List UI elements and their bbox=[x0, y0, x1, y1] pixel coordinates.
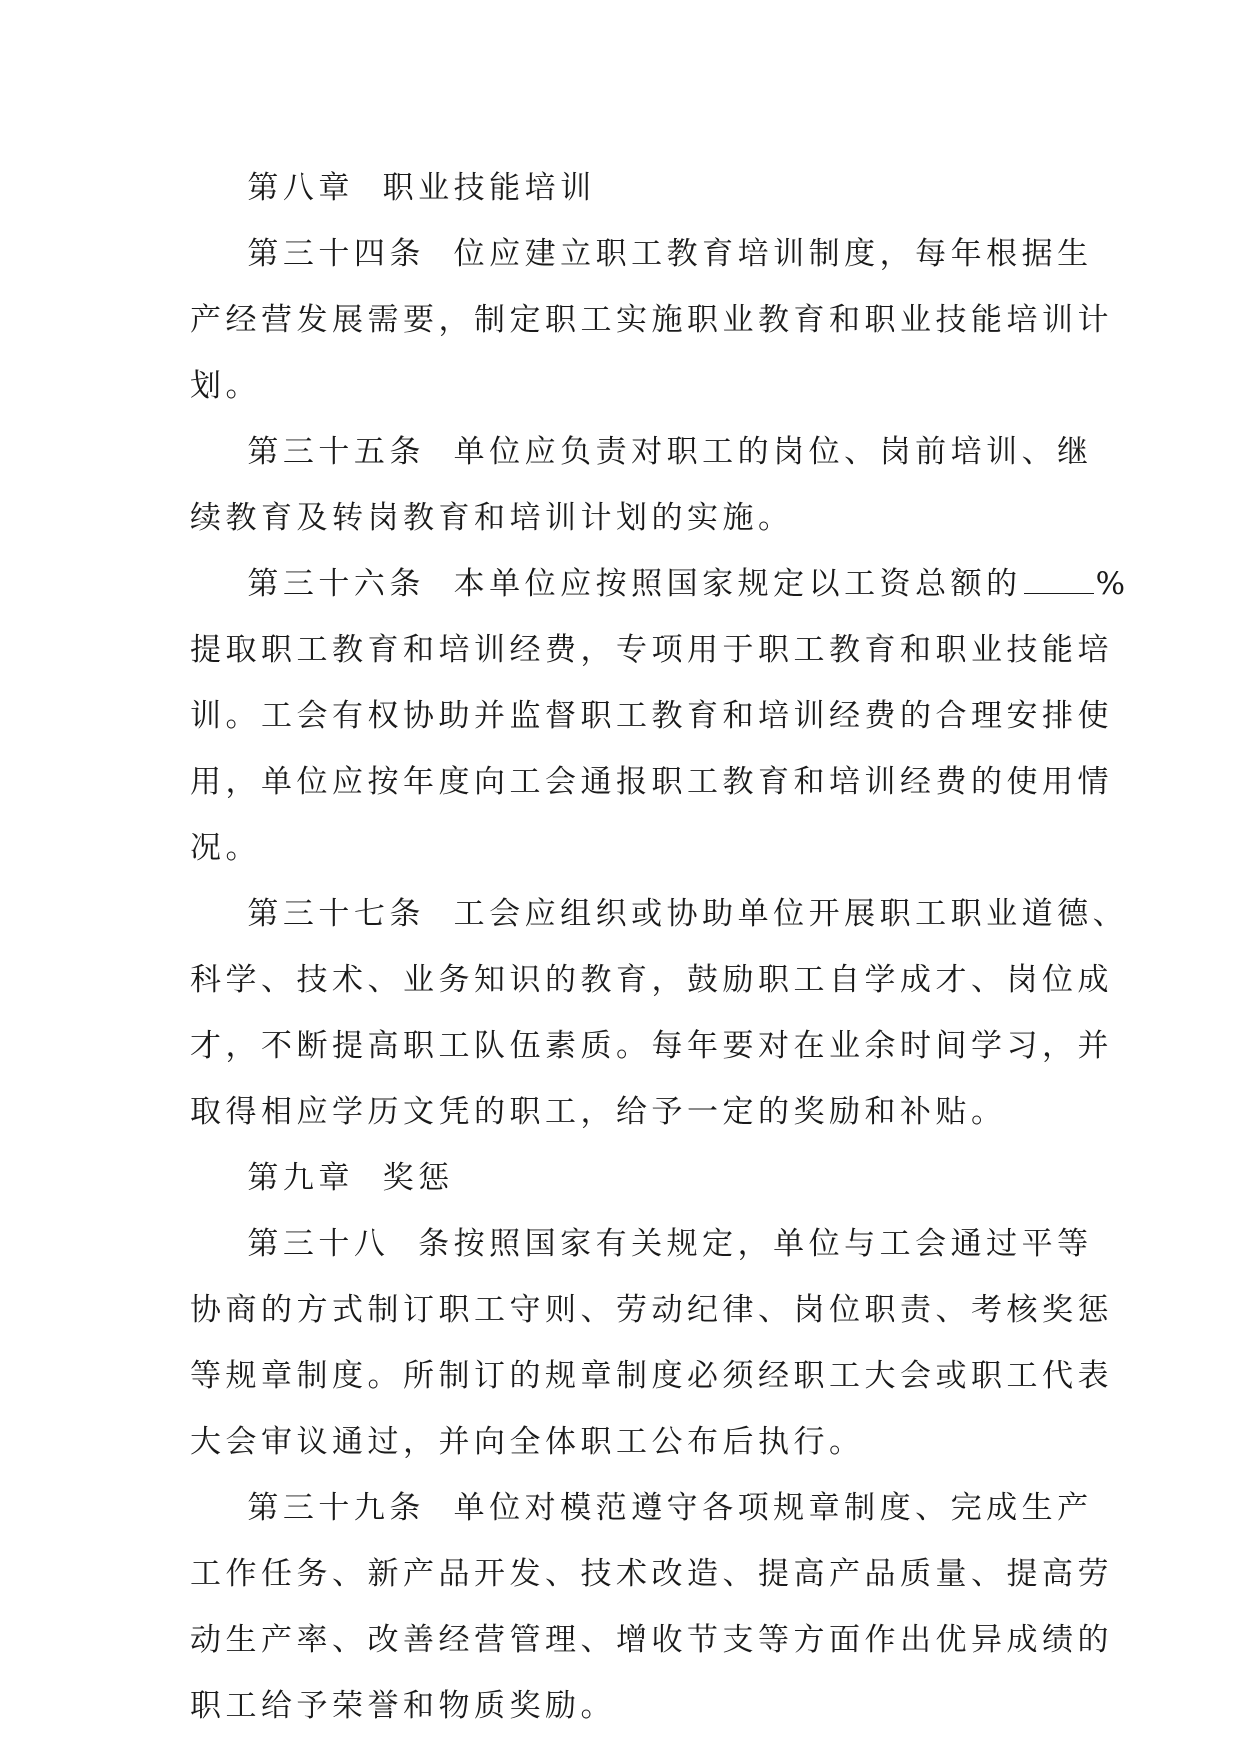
text-line: 用，单位应按年度向工会通报职工教育和培训经费的使用情 bbox=[190, 764, 1113, 800]
text-line: 第三十八 条按照国家有关规定，单位与工会通过平等 bbox=[190, 1226, 1093, 1262]
text-line: 职工给予荣誉和物质奖励。 bbox=[190, 1688, 616, 1724]
text-line: 等规章制度。所制订的规章制度必须经职工大会或职工代表 bbox=[190, 1358, 1113, 1394]
text-line: 取得相应学历文凭的职工，给予一定的奖励和补贴。 bbox=[190, 1094, 1007, 1130]
text-line: 续教育及转岗教育和培训计划的实施。 bbox=[190, 500, 794, 536]
text-line: 才，不断提高职工队伍素质。每年要对在业余时间学习，并 bbox=[190, 1028, 1113, 1064]
fill-in-blank bbox=[1024, 571, 1094, 594]
text-line: 科学、技术、业务知识的教育，鼓励职工自学成才、岗位成 bbox=[190, 962, 1113, 998]
document-body bbox=[190, 155, 1129, 1739]
text-line: 大会审议通过，并向全体职工公布后执行。 bbox=[190, 1424, 865, 1460]
percent-sign: % bbox=[1095, 566, 1126, 602]
text-line: 划。 bbox=[190, 368, 261, 404]
chapter-heading-8: 第八章 职业技能培训 bbox=[190, 170, 596, 206]
text-line: 第三十五条 单位应负责对职工的岗位、岗前培训、继 bbox=[190, 434, 1093, 470]
text-line: 动生产率、改善经营管理、增收节支等方面作出优异成绩的 bbox=[190, 1622, 1113, 1658]
text-line: 协商的方式制订职工守则、劳动纪律、岗位职责、考核奖惩 bbox=[190, 1292, 1113, 1328]
text-line: 第三十九条 单位对模范遵守各项规章制度、完成生产 bbox=[190, 1490, 1093, 1526]
text-segment: 第三十六条 本单位应按照国家规定以工资总额的 bbox=[190, 566, 1022, 602]
chapter-heading-9: 第九章 奖惩 bbox=[190, 1160, 454, 1196]
text-line: 训。工会有权协助并监督职工教育和培训经费的合理安排使 bbox=[190, 698, 1113, 734]
text-line: 工作任务、新产品开发、技术改造、提高产品质量、提高劳 bbox=[190, 1556, 1113, 1592]
text-line: 况。 bbox=[190, 830, 261, 866]
text-line: 第三十四条 位应建立职工教育培训制度，每年根据生 bbox=[190, 236, 1093, 272]
text-line-with-blank bbox=[190, 551, 1126, 617]
text-line: 产经营发展需要，制定职工实施职业教育和职业技能培训计 bbox=[190, 302, 1113, 338]
text-line: 第三十七条 工会应组织或协助单位开展职工职业道德、 bbox=[190, 896, 1129, 932]
text-line: 提取职工教育和培训经费，专项用于职工教育和职业技能培 bbox=[190, 632, 1113, 668]
